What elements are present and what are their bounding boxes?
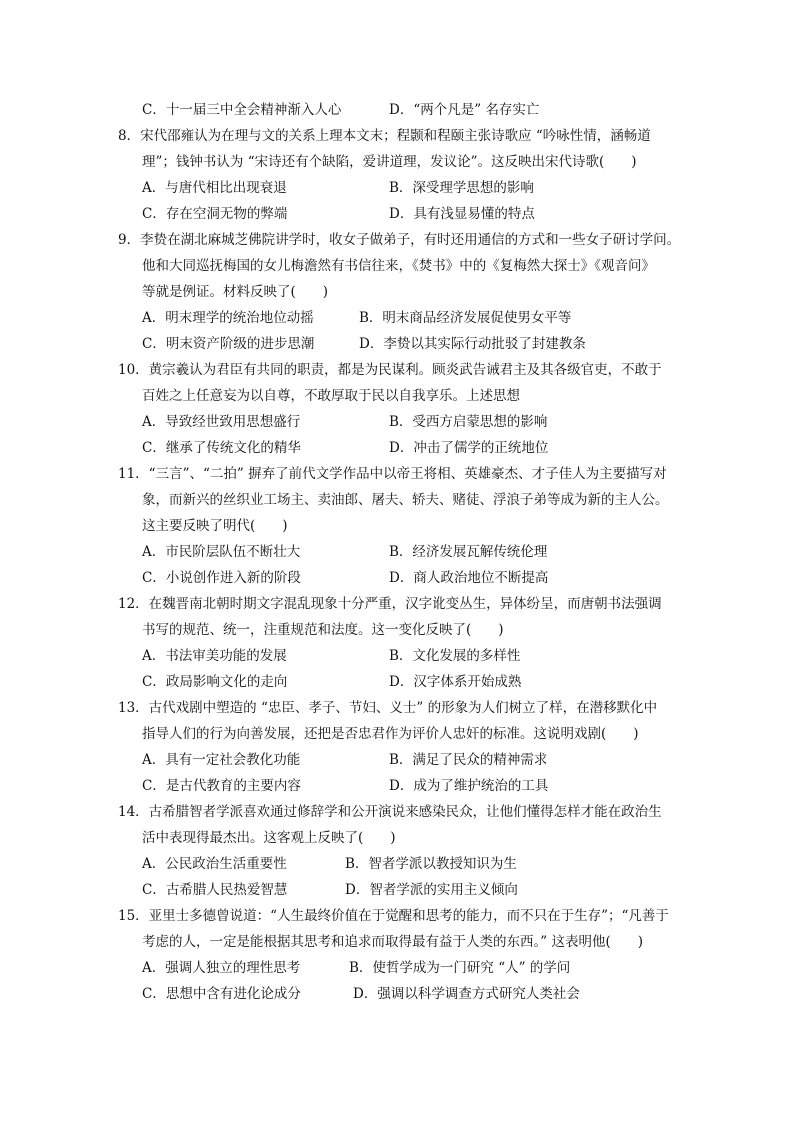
q13-stem-line-1: 13．古代戏剧中塑造的 “忠臣、孝子、节妇、义士” 的形象为人们树立了样，在潜移默化中 bbox=[118, 700, 658, 716]
q9-option-d: D．李贽以其实际行动批驳了封建教条 bbox=[359, 336, 586, 352]
q13-stem-line-2: 指导人们的行为向善发展，还把是否忠君作为评价人忠奸的标准。这说明戏剧( ) bbox=[142, 726, 639, 742]
q11-option-b: B．经济发展瓦解传统伦理 bbox=[389, 544, 548, 560]
q12-option-d: D．汉字体系开始成熟 bbox=[389, 674, 522, 690]
q8-option-c: C．存在空洞无物的弊端 bbox=[142, 206, 288, 222]
q10-option-b: B．受西方启蒙思想的影响 bbox=[389, 414, 548, 430]
q11-stem-line-2: 象，而新兴的丝织业工场主、卖油郎、屠夫、轿夫、赌徒、浮浪子弟等成为新的主人公。 bbox=[142, 492, 669, 508]
q9-stem-line-2: 他和大同巡抚梅国的女儿梅澹然有书信往来，《焚书》中的《复梅然大探士》《观音问》 bbox=[142, 258, 655, 274]
q15-stem-line-2: 考虑的人，一定是能根据其思考和追求而取得最有益于人类的东西。” 这表明他( ) bbox=[142, 934, 643, 950]
q9-option-a: A．明末理学的统治地位动摇 bbox=[142, 310, 314, 326]
q13-option-d: D．成为了维护统治的工具 bbox=[389, 778, 549, 794]
q8-option-b: B．深受理学思想的影响 bbox=[389, 180, 534, 196]
q13-option-b: B．满足了民众的精神需求 bbox=[389, 752, 548, 768]
q14-stem-line-2: 活中表现得最杰出。这客观上反映了( ) bbox=[142, 830, 396, 846]
q10-stem-line-1: 10．黄宗羲认为君臣有共同的职责，都是为民谋利。顾炎武告诫君主及其各级官吏，不敢于 bbox=[118, 362, 662, 378]
q15-option-d: D．强调以科学调查方式研究人类社会 bbox=[353, 986, 580, 1002]
q8-option-a: A．与唐代相比出现衰退 bbox=[142, 180, 287, 196]
q12-stem-line-2: 书写的规范、统一，注重规范和法度。这一变化反映了( ) bbox=[142, 622, 504, 638]
q8-stem-line-1: 8．宋代邵雍认为在理与文的关系上理本文末；程颢和程颐主张诗歌应 “吟咏性情，涵畅道 bbox=[118, 128, 651, 144]
q12-option-b: B．文化发展的多样性 bbox=[389, 648, 521, 664]
q12-option-c: C．政局影响文化的走向 bbox=[142, 674, 288, 690]
q15-stem-line-1: 15．亚里士多德曾说道：“人生最终价值在于觉醒和思考的能力，而不只在于生存”；“凡善于 bbox=[118, 908, 669, 924]
q14-option-c: C．古希腊人民热爱智慧 bbox=[142, 882, 288, 898]
q14-option-d: D．智者学派的实用主义倾向 bbox=[345, 882, 518, 898]
q7-option-c: C．十一届三中全会精神渐入人心 bbox=[142, 102, 342, 118]
q9-option-c: C．明末资产阶级的进步思潮 bbox=[142, 336, 315, 352]
q8-option-d: D．具有浅显易懂的特点 bbox=[389, 206, 535, 222]
q14-stem-line-1: 14．古希腊智者学派喜欢通过修辞学和公开演说来感染民众，让他们懂得怎样才能在政治生 bbox=[118, 804, 662, 820]
q11-stem-line-1: 11．“三言”、“二拍” 摒弃了前代文学作品中以帝王将相、英雄豪杰、才子佳人为主要描写对 bbox=[118, 466, 667, 482]
q11-stem-line-3: 这主要反映了明代( ) bbox=[142, 518, 288, 534]
q9-option-b: B．明末商品经济发展促使男女平等 bbox=[359, 310, 572, 326]
q9-stem-line-1: 9．李贽在湖北麻城芝佛院讲学时，收女子做弟子，有时还用通信的方式和一些女子研讨学问。 bbox=[118, 232, 681, 248]
q13-option-a: A．具有一定社会教化功能 bbox=[142, 752, 301, 768]
q10-stem-line-2: 百姓之上任意妄为以自尊，不敢厚取于民以自我享乐。上述思想 bbox=[142, 388, 520, 404]
q11-option-d: D．商人政治地位不断提高 bbox=[389, 570, 549, 586]
q10-option-a: A．导致经世致用思想盛行 bbox=[142, 414, 301, 430]
q8-stem-line-2: 理”；钱钟书认为 “宋诗还有个缺陷，爱讲道理，发议论”。这反映出宋代诗歌( ) bbox=[142, 154, 637, 170]
q10-option-c: C．继承了传统文化的精华 bbox=[142, 440, 301, 456]
q12-option-a: A．书法审美功能的发展 bbox=[142, 648, 287, 664]
q11-option-c: C．小说创作进入新的阶段 bbox=[142, 570, 301, 586]
q14-option-b: B．智者学派以教授知识为生 bbox=[345, 856, 517, 872]
q15-option-a: A．强调人独立的理性思考 bbox=[142, 960, 301, 976]
q15-option-b: B．使哲学成为一门研究 “人” 的学问 bbox=[349, 960, 571, 976]
q9-stem-line-3: 等就是例证。材料反映了( ) bbox=[142, 284, 329, 300]
q15-option-c: C．思想中含有进化论成分 bbox=[142, 986, 301, 1002]
q7-option-d: D．“两个凡是” 名存实亡 bbox=[389, 102, 540, 118]
q10-option-d: D．冲击了儒学的正统地位 bbox=[389, 440, 549, 456]
q14-option-a: A．公民政治生活重要性 bbox=[142, 856, 287, 872]
q13-option-c: C．是古代教育的主要内容 bbox=[142, 778, 301, 794]
q11-option-a: A．市民阶层队伍不断壮大 bbox=[142, 544, 301, 560]
q12-stem-line-1: 12．在魏晋南北朝时期文字混乱现象十分严重，汉字讹变丛生，异体纷呈，而唐朝书法强调 bbox=[118, 596, 662, 612]
